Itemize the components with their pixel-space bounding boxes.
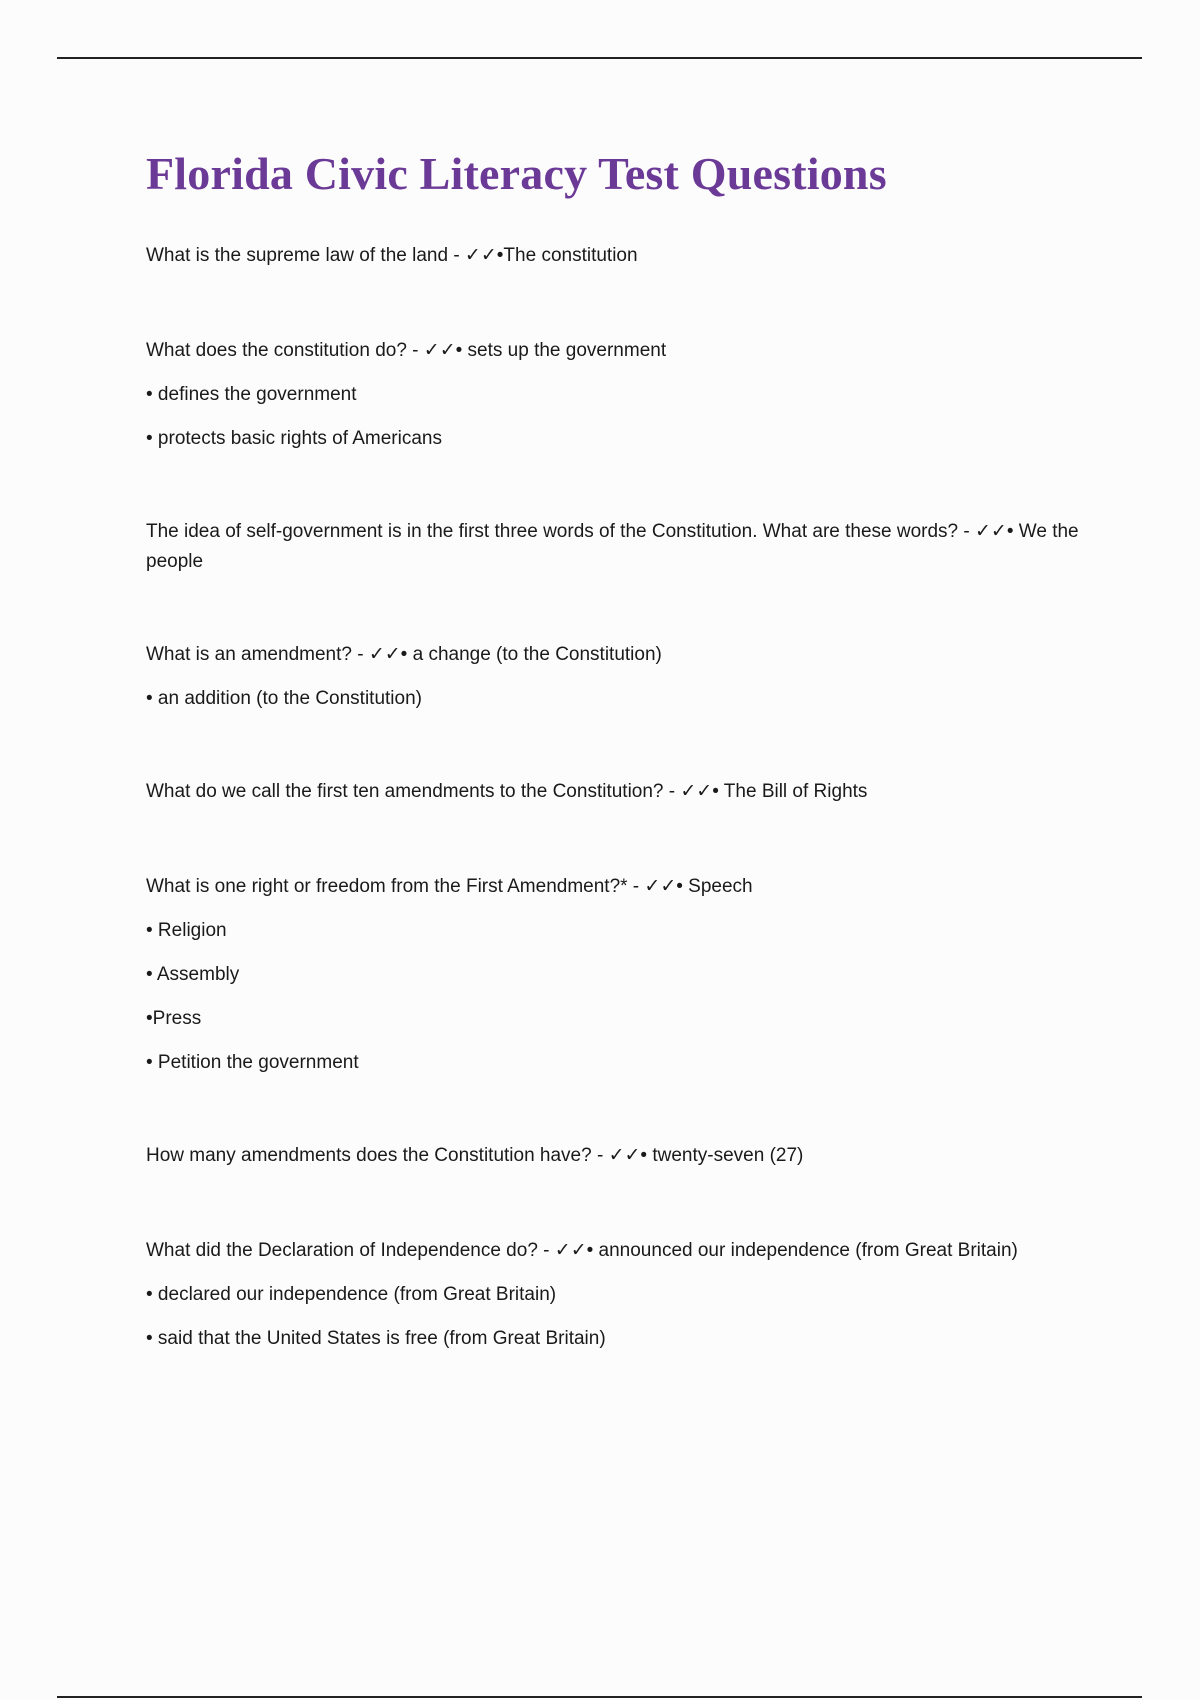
answer-bullet: • Assembly [146,964,240,985]
page-title: Florida Civic Literacy Test Questions [146,148,887,199]
answer-bullet: • protects basic rights of Americans [146,428,442,449]
bottom-rule [57,1696,1142,1698]
answer-bullet: • an addition (to the Constitution) [146,688,422,709]
qa-item-8 [146,1236,1096,1354]
question-line: What is an amendment? - ✓✓• a change (to the Constitution) [146,644,662,665]
qa-item-7 [146,1141,1096,1171]
question-line: What do we call the first ten amendments to the Constitution? - ✓✓• The Bill of Rights [146,781,868,802]
question-line: What did the Declaration of Independence do? - ✓✓• announced our independence (from Great Britain) [146,1240,1018,1261]
answer-bullet: • declared our independence (from Great Britain) [146,1284,557,1305]
answer-bullet: • said that the United States is free (from Great Britain) [146,1328,606,1349]
question-line: What is the supreme law of the land - ✓✓•The constitution [146,245,638,266]
qa-item-4 [146,640,1096,714]
qa-item-2 [146,336,1096,454]
answer-bullet: •Press [146,1008,202,1029]
qa-item-5 [146,777,1096,807]
question-line: What is one right or freedom from the First Amendment?* - ✓✓• Speech [146,876,753,897]
document-body [146,140,1096,1354]
answer-bullet: • Religion [146,920,227,941]
qa-item-6 [146,872,1096,1078]
answer-bullet: • defines the government [146,384,357,405]
question-line: How many amendments does the Constitution have? - ✓✓• twenty-seven (27) [146,1145,804,1166]
qa-item-3 [146,517,1096,577]
question-line: The idea of self-government is in the first three words of the Constitution. What are these words? - ✓✓• We the people [146,521,1079,572]
top-rule [57,57,1142,59]
question-line: What does the constitution do? - ✓✓• sets up the government [146,340,667,361]
answer-bullet: • Petition the government [146,1052,359,1073]
qa-item-1 [146,241,1096,271]
